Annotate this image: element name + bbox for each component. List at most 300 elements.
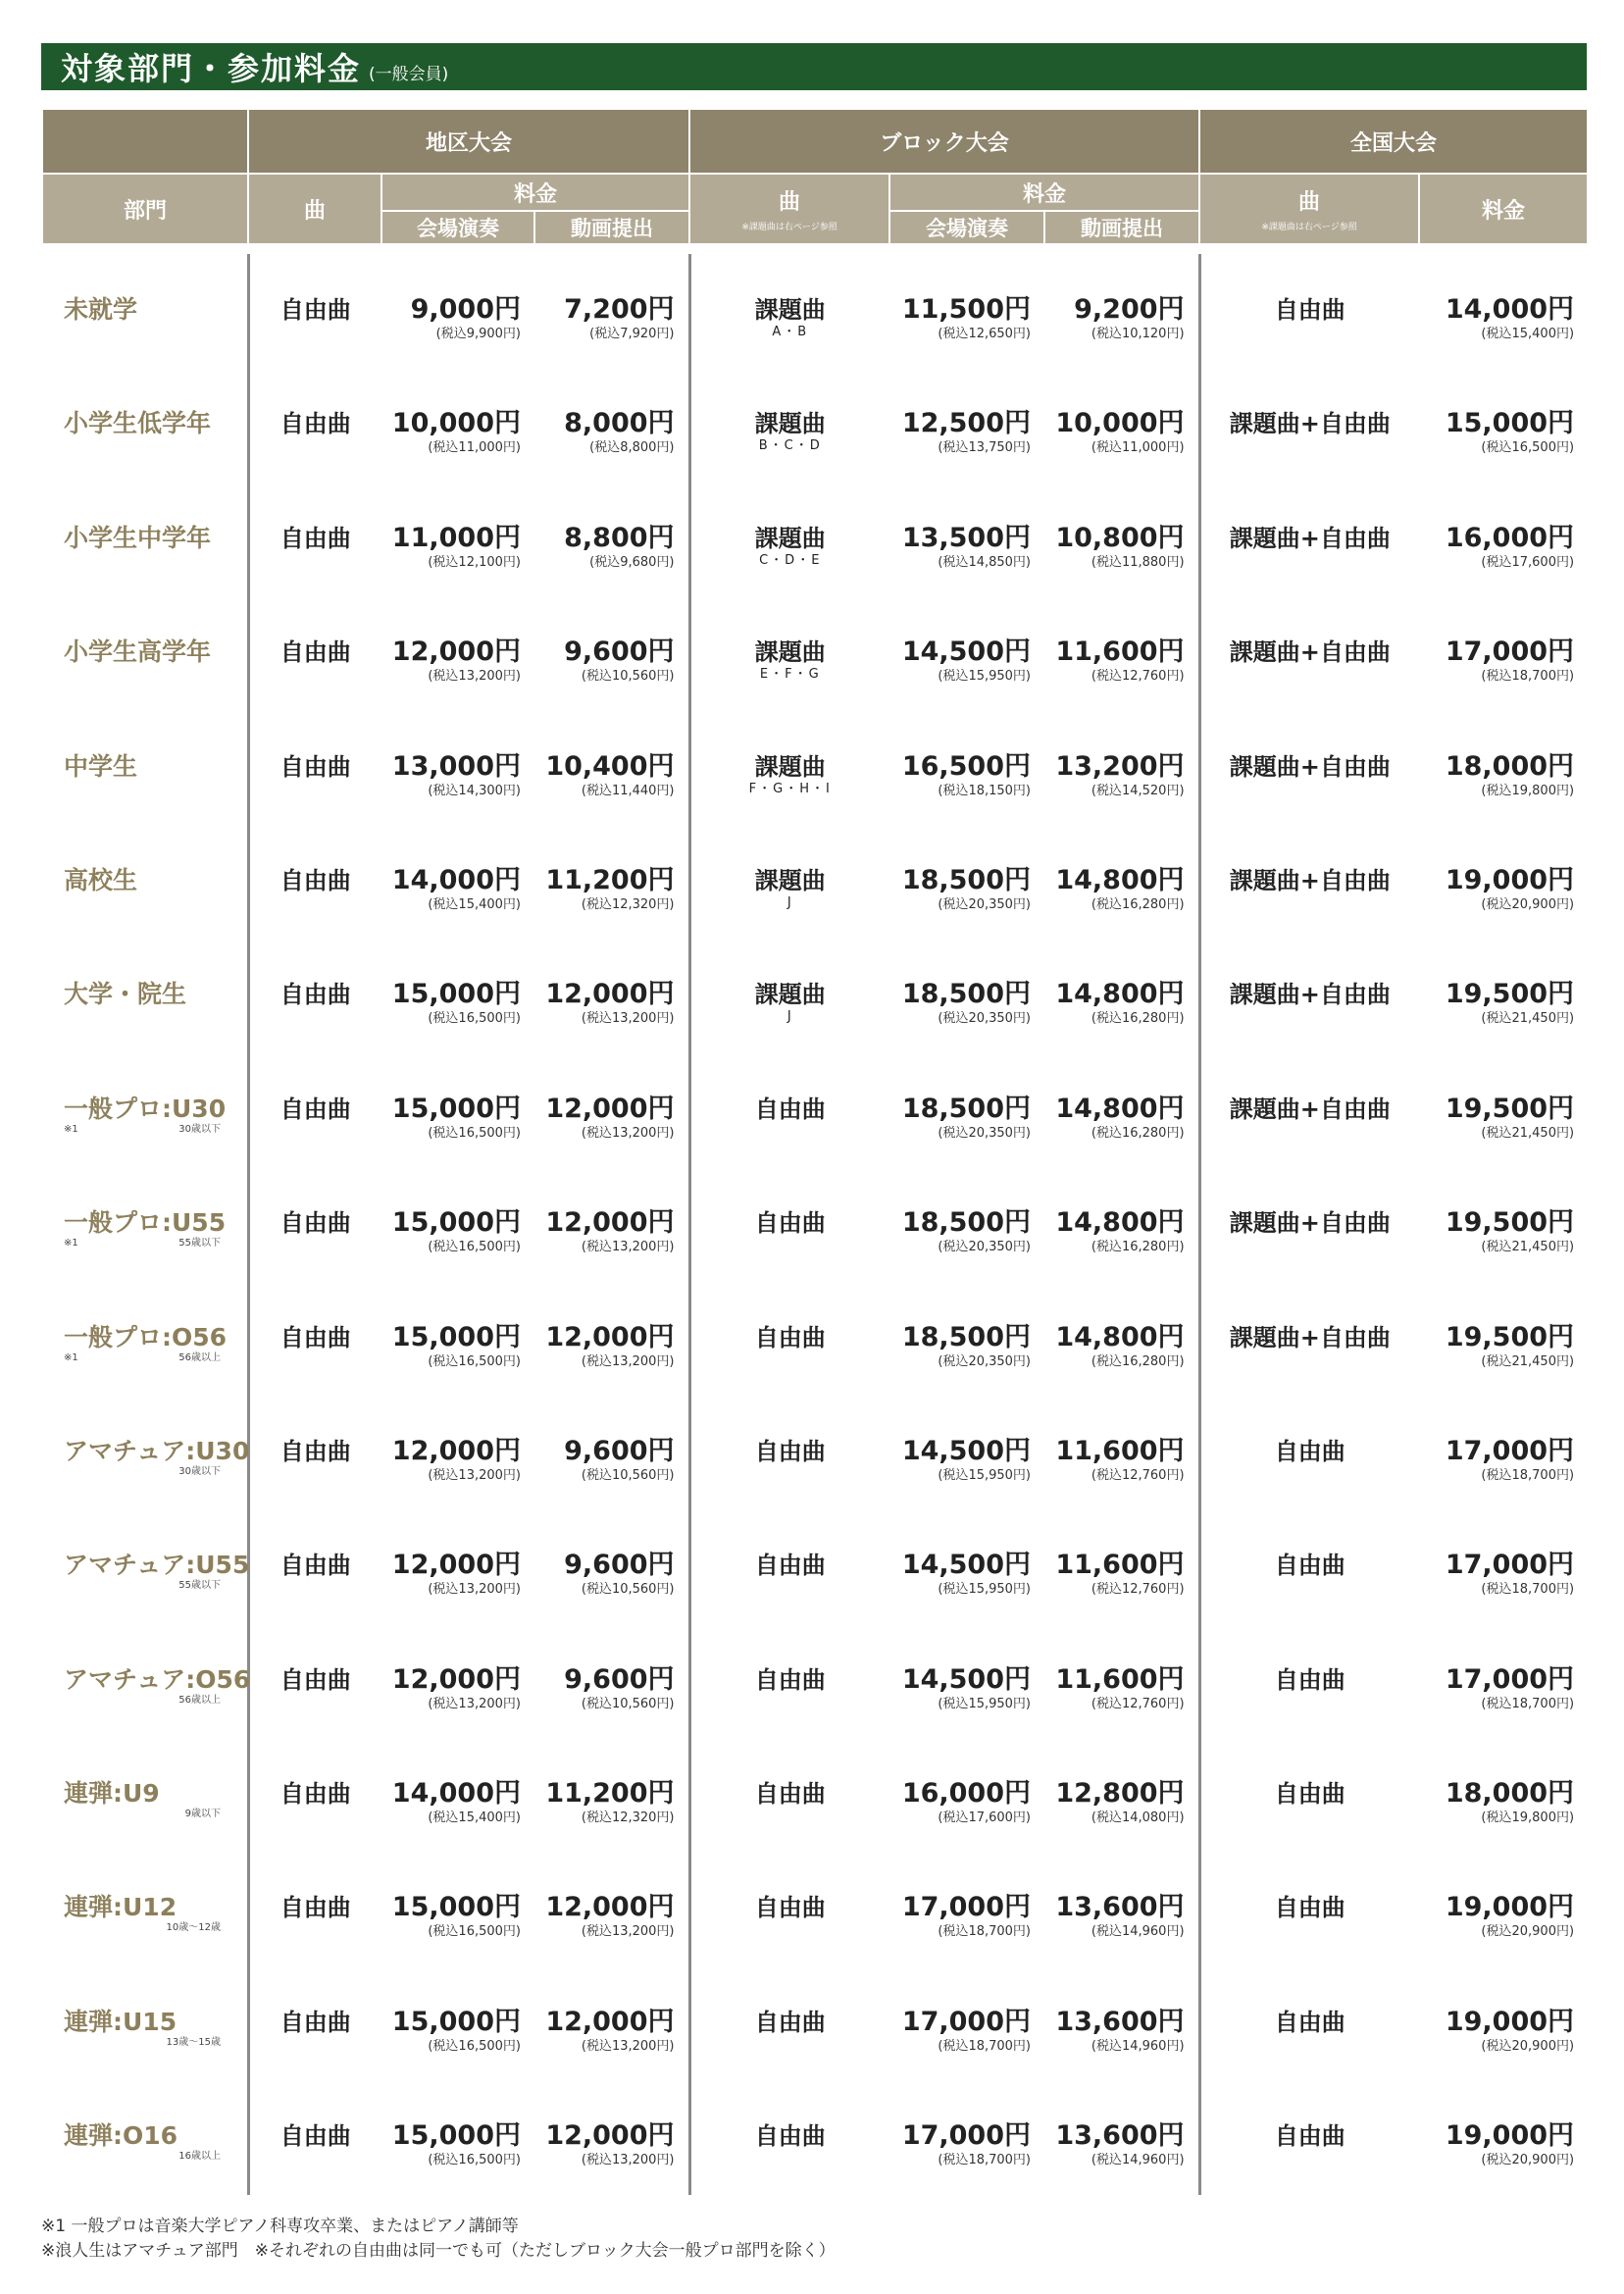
division-wrap (64, 295, 230, 325)
block-video-fee: 13,200円 (1055, 750, 1185, 782)
division-name: 大学・院生 (64, 980, 187, 1009)
block-video-fee-tax: (税込12,760円) (1091, 1467, 1185, 1483)
district-venue-fee: 12,000円 (391, 1663, 521, 1695)
block-venue-fee: 14,500円 (901, 1435, 1032, 1466)
national-song: 課題曲+自由曲 (1199, 1282, 1419, 1396)
block-venue-fee: 18,500円 (901, 1207, 1032, 1239)
header-district-venue: 会場演奏 (381, 211, 534, 244)
district-venue-fee: 11,000円 (391, 522, 521, 553)
national-fee: 19,000円 (1445, 2006, 1575, 2037)
district-venue-fee-cell (381, 711, 534, 825)
national-song: 課題曲+自由曲 (1199, 939, 1419, 1052)
district-video-fee: 12,000円 (545, 979, 675, 1010)
block-video-fee-cell (1044, 711, 1199, 825)
division-note: ※1 (64, 1351, 78, 1363)
block-video-fee: 14,800円 (1055, 864, 1185, 895)
district-song: 自由曲 (279, 410, 351, 438)
block-song: 課題曲 (754, 524, 826, 552)
district-venue-fee-tax: (税込16,500円) (428, 1125, 521, 1141)
national-fee-tax: (税込19,800円) (1481, 1810, 1575, 1826)
district-song: 自由曲 (279, 1437, 351, 1465)
division-age: 30歳以下 (178, 1465, 221, 1477)
district-video-fee-cell (534, 483, 689, 596)
national-song: 課題曲+自由曲 (1199, 483, 1419, 596)
district-video-fee-cell (534, 1509, 689, 1623)
block-venue-fee: 14,500円 (901, 1663, 1032, 1695)
block-song-cell (689, 711, 889, 825)
block-song-sub: A・B (772, 325, 809, 339)
national-fee: 17,000円 (1445, 1663, 1575, 1695)
division-cell (42, 825, 248, 939)
block-song-cell (689, 939, 889, 1052)
block-song: 自由曲 (754, 1323, 826, 1351)
national-fee-cell (1419, 483, 1588, 596)
block-video-fee-cell (1044, 1167, 1199, 1281)
division-wrap (64, 1323, 230, 1364)
national-fee-tax: (税込18,700円) (1481, 669, 1575, 685)
national-song: 課題曲+自由曲 (1199, 1167, 1419, 1281)
division-cell (42, 2080, 248, 2194)
block-song-cell (689, 825, 889, 939)
division-cell (42, 596, 248, 710)
national-fee-cell (1419, 368, 1588, 482)
district-venue-fee-tax: (税込13,200円) (428, 669, 521, 685)
block-video-fee: 14,800円 (1055, 1321, 1185, 1352)
district-video-fee-tax: (税込7,920円) (589, 327, 675, 341)
block-venue-fee-tax: (税込15,950円) (938, 669, 1032, 685)
section-title-bar (41, 43, 1587, 90)
block-video-fee-tax: (税込11,880円) (1091, 554, 1185, 570)
division-cell (42, 1966, 248, 2080)
block-venue-fee-tax: (税込18,700円) (938, 2038, 1032, 2054)
block-venue-fee-tax: (税込18,700円) (938, 2153, 1032, 2168)
division-note: ※1 (64, 1123, 78, 1135)
division-age: 55歳以下 (178, 1580, 221, 1592)
block-venue-fee-cell (889, 1966, 1044, 2080)
district-venue-fee-cell (381, 1624, 534, 1738)
district-video-fee-cell (534, 2080, 689, 2194)
table-row (42, 1282, 1588, 1396)
district-venue-fee: 15,000円 (391, 979, 521, 1010)
section-title: 対象部門・参加料金 (61, 50, 362, 87)
district-video-fee: 8,800円 (564, 522, 675, 553)
national-song: 自由曲 (1199, 1624, 1419, 1738)
block-video-fee-tax: (税込10,120円) (1091, 327, 1185, 341)
block-venue-fee: 18,500円 (901, 1321, 1032, 1352)
division-wrap (64, 637, 230, 667)
district-video-fee-cell (534, 1852, 689, 1965)
block-venue-fee-cell (889, 2080, 1044, 2194)
national-fee-tax: (税込20,900円) (1481, 2038, 1575, 2054)
district-video-fee: 9,600円 (564, 1663, 675, 1695)
division-name: 未就学 (64, 295, 138, 324)
district-venue-fee-tax: (税込12,100円) (428, 554, 521, 570)
district-venue-fee-tax: (税込15,400円) (428, 896, 521, 912)
header-bumon: 部門 (42, 174, 248, 244)
block-video-fee-cell (1044, 1852, 1199, 1965)
division-age: 13歳〜15歳 (166, 2036, 221, 2048)
block-video-fee-cell (1044, 2080, 1199, 2194)
district-venue-fee-cell (381, 1966, 534, 2080)
block-venue-fee-tax: (税込15,950円) (938, 1467, 1032, 1483)
block-video-fee: 12,800円 (1055, 1778, 1185, 1810)
district-venue-fee-cell (381, 939, 534, 1052)
division-name: 中学生 (64, 751, 138, 781)
block-video-fee: 11,600円 (1055, 1663, 1185, 1695)
block-venue-fee-cell (889, 1167, 1044, 1281)
block-song: 自由曲 (754, 1894, 826, 1922)
division-name: 小学生中学年 (64, 523, 212, 552)
block-video-fee: 11,600円 (1055, 1550, 1185, 1581)
division-age: 9歳以下 (184, 1809, 221, 1820)
block-video-fee-tax: (税込14,080円) (1091, 1810, 1185, 1826)
national-fee: 17,000円 (1445, 1550, 1575, 1581)
national-song: 自由曲 (1199, 1852, 1419, 1965)
block-song-cell (689, 1624, 889, 1738)
division-wrap (64, 1436, 250, 1478)
division-wrap (64, 2121, 230, 2163)
district-venue-fee: 12,000円 (391, 637, 521, 668)
table-row (42, 483, 1588, 596)
national-fee-cell (1419, 1624, 1588, 1738)
block-venue-fee-cell (889, 1624, 1044, 1738)
block-video-fee-cell (1044, 1396, 1199, 1509)
block-venue-fee-tax: (税込13,750円) (938, 440, 1032, 456)
district-venue-fee-cell (381, 483, 534, 596)
national-song: 自由曲 (1199, 2080, 1419, 2194)
district-song: 自由曲 (279, 524, 351, 552)
block-venue-fee: 13,500円 (901, 522, 1032, 553)
national-song: 自由曲 (1199, 1396, 1419, 1509)
block-venue-fee: 14,500円 (901, 637, 1032, 668)
district-video-fee: 7,200円 (564, 294, 675, 325)
division-age: 16歳以上 (178, 2151, 221, 2163)
division-name: 一般プロ:U55 (64, 1208, 227, 1238)
district-venue-fee-cell (381, 1509, 534, 1623)
national-fee-cell (1419, 1509, 1588, 1623)
national-fee-cell (1419, 1396, 1588, 1509)
national-song: 自由曲 (1199, 1738, 1419, 1852)
table-row (42, 1167, 1588, 1281)
block-venue-fee: 12,500円 (901, 408, 1032, 439)
block-video-fee-tax: (税込14,960円) (1091, 2038, 1185, 2054)
national-song: 課題曲+自由曲 (1199, 1053, 1419, 1167)
national-fee-cell (1419, 711, 1588, 825)
block-video-fee-cell (1044, 825, 1199, 939)
header-block-song-note: ※課題曲は右ページ参照 (741, 223, 837, 232)
block-venue-fee-cell (889, 1053, 1044, 1167)
district-video-fee: 12,000円 (545, 1093, 675, 1124)
district-video-fee-tax: (税込13,200円) (581, 2153, 675, 2168)
header-block-video: 動画提出 (1044, 211, 1199, 244)
block-song-sub: F・G・H・I (748, 781, 832, 796)
national-fee-tax: (税込18,700円) (1481, 1582, 1575, 1598)
block-video-fee-tax: (税込11,000円) (1091, 440, 1185, 456)
block-venue-fee-tax: (税込20,350円) (938, 1353, 1032, 1369)
district-video-fee-tax: (税込9,680円) (589, 554, 675, 570)
district-song: 自由曲 (279, 981, 351, 1009)
table-row (42, 2080, 1588, 2194)
district-venue-fee: 15,000円 (391, 1093, 521, 1124)
division-age: 56歳以上 (178, 1694, 221, 1706)
district-video-fee-cell (534, 368, 689, 482)
block-venue-fee-cell (889, 1738, 1044, 1852)
block-song: 課題曲 (754, 866, 826, 894)
division-cell (42, 483, 248, 596)
table-row (42, 825, 1588, 939)
table-row (42, 254, 1588, 368)
division-wrap (64, 1664, 251, 1707)
block-venue-fee-cell (889, 1509, 1044, 1623)
district-video-fee-cell (534, 254, 689, 368)
district-video-fee: 12,000円 (545, 2006, 675, 2037)
block-video-fee-tax: (税込12,760円) (1091, 669, 1185, 685)
block-venue-fee: 18,500円 (901, 1093, 1032, 1124)
district-video-fee-cell (534, 1396, 689, 1509)
block-video-fee: 10,800円 (1055, 522, 1185, 553)
table-row (42, 1624, 1588, 1738)
division-note: ※1 (64, 1238, 78, 1249)
national-fee-cell (1419, 254, 1588, 368)
block-song-cell (689, 1167, 889, 1281)
district-video-fee-cell (534, 1966, 689, 2080)
district-video-fee-tax: (税込13,200円) (581, 1011, 675, 1027)
national-song: 課題曲+自由曲 (1199, 825, 1419, 939)
district-venue-fee-cell (381, 825, 534, 939)
table-row (42, 596, 1588, 710)
table-row (42, 1852, 1588, 1965)
district-venue-fee: 9,000円 (410, 294, 521, 325)
district-video-fee: 9,600円 (564, 1550, 675, 1581)
header-block: ブロック大会 (689, 109, 1199, 174)
national-fee-tax: (税込21,450円) (1481, 1353, 1575, 1369)
national-fee: 19,000円 (1445, 864, 1575, 895)
block-song-sub: J (787, 1009, 793, 1025)
block-song-sub: E・F・G (759, 667, 821, 683)
national-fee: 17,000円 (1445, 1435, 1575, 1466)
district-video-fee-tax: (税込13,200円) (581, 1353, 675, 1369)
national-fee-cell (1419, 939, 1588, 1052)
fee-table (41, 108, 1589, 2195)
district-venue-fee: 15,000円 (391, 2120, 521, 2152)
block-video-fee-cell (1044, 483, 1199, 596)
division-wrap (64, 409, 230, 438)
national-song: 課題曲+自由曲 (1199, 368, 1419, 482)
national-song: 課題曲+自由曲 (1199, 711, 1419, 825)
block-video-fee-cell (1044, 1966, 1199, 2080)
national-fee: 19,500円 (1445, 1207, 1575, 1239)
district-video-fee: 9,600円 (564, 637, 675, 668)
division-name: アマチュア:U55 (64, 1551, 250, 1580)
district-venue-fee-cell (381, 1396, 534, 1509)
block-venue-fee-tax: (税込20,350円) (938, 1125, 1032, 1141)
district-song: 自由曲 (279, 752, 351, 781)
national-song: 自由曲 (1199, 1966, 1419, 2080)
block-video-fee-cell (1044, 1624, 1199, 1738)
division-cell (42, 1396, 248, 1509)
national-fee-tax: (税込20,900円) (1481, 896, 1575, 912)
table-row (42, 368, 1588, 482)
block-video-fee-cell (1044, 1053, 1199, 1167)
block-video-fee: 11,600円 (1055, 1435, 1185, 1466)
division-cell (42, 1053, 248, 1167)
district-venue-fee-tax: (税込16,500円) (428, 2153, 521, 2168)
district-video-fee-tax: (税込13,200円) (581, 2038, 675, 2054)
block-video-fee: 13,600円 (1055, 2006, 1185, 2037)
district-song: 自由曲 (279, 1095, 351, 1123)
block-venue-fee-cell (889, 368, 1044, 482)
block-venue-fee: 16,000円 (901, 1778, 1032, 1810)
district-song: 自由曲 (279, 1209, 351, 1238)
header-block-song (689, 174, 889, 244)
block-venue-fee: 11,500円 (901, 294, 1032, 325)
national-fee-cell (1419, 1738, 1588, 1852)
block-venue-fee-tax: (税込20,350円) (938, 896, 1032, 912)
national-fee-tax: (税込20,900円) (1481, 2153, 1575, 2168)
block-venue-fee: 18,500円 (901, 864, 1032, 895)
national-fee-tax: (税込21,450円) (1481, 1011, 1575, 1027)
table-row (42, 1738, 1588, 1852)
block-venue-fee-tax: (税込18,700円) (938, 1924, 1032, 1940)
block-video-fee-cell (1044, 1509, 1199, 1623)
block-venue-fee-tax: (税込14,850円) (938, 554, 1032, 570)
district-venue-fee: 12,000円 (391, 1550, 521, 1581)
block-venue-fee: 17,000円 (901, 2006, 1032, 2037)
division-cell (42, 254, 248, 368)
district-venue-fee-cell (381, 254, 534, 368)
division-cell (42, 1738, 248, 1852)
national-fee-tax: (税込17,600円) (1481, 554, 1575, 570)
block-song: 課題曲 (754, 296, 826, 324)
block-song: 自由曲 (754, 1552, 826, 1580)
block-video-fee: 11,600円 (1055, 637, 1185, 668)
block-song: 自由曲 (754, 1780, 826, 1809)
district-video-fee: 12,000円 (545, 1207, 675, 1239)
district-venue-fee-cell (381, 1167, 534, 1281)
national-fee: 15,000円 (1445, 408, 1575, 439)
table-row (42, 1396, 1588, 1509)
block-song: 自由曲 (754, 1665, 826, 1694)
national-fee: 19,500円 (1445, 1321, 1575, 1352)
table-row (42, 1053, 1588, 1167)
division-cell (42, 368, 248, 482)
district-video-fee: 10,400円 (545, 750, 675, 782)
block-venue-fee-tax: (税込12,650円) (938, 327, 1032, 341)
block-venue-fee-cell (889, 254, 1044, 368)
national-fee: 19,500円 (1445, 979, 1575, 1010)
district-song: 自由曲 (279, 1780, 351, 1809)
block-venue-fee: 17,000円 (901, 2120, 1032, 2152)
footnote-2: ※浪人生はアマチュア部門 ※それぞれの自由曲は同一でも可（ただしブロック大会一般プロ部門を除く） (41, 2241, 836, 2261)
header-block-song-label: 曲 (779, 190, 801, 215)
division-wrap (64, 980, 230, 1009)
block-song-cell (689, 1966, 889, 2080)
district-video-fee: 12,000円 (545, 1321, 675, 1352)
national-fee-cell (1419, 1966, 1588, 2080)
block-venue-fee-cell (889, 825, 1044, 939)
division-name: 高校生 (64, 865, 138, 894)
division-cell (42, 1624, 251, 1738)
division-age: 55歳以下 (178, 1238, 221, 1249)
block-video-fee-cell (1044, 596, 1199, 710)
district-video-fee-tax: (税込10,560円) (581, 1582, 675, 1598)
district-song: 自由曲 (279, 1552, 351, 1580)
division-name: 小学生低学年 (64, 409, 212, 438)
block-song: 自由曲 (754, 1209, 826, 1238)
district-video-fee-cell (534, 1282, 689, 1396)
national-fee-cell (1419, 1053, 1588, 1167)
block-song-sub: B・C・D (758, 438, 822, 454)
block-venue-fee-cell (889, 1282, 1044, 1396)
district-venue-fee: 15,000円 (391, 1207, 521, 1239)
block-venue-fee: 18,500円 (901, 979, 1032, 1010)
district-venue-fee-tax: (税込13,200円) (428, 1467, 521, 1483)
block-video-fee-cell (1044, 368, 1199, 482)
district-video-fee: 11,200円 (545, 1778, 675, 1810)
district-venue-fee-tax: (税込9,900円) (435, 327, 521, 341)
district-venue-fee: 14,000円 (391, 864, 521, 895)
block-video-fee-tax: (税込16,280円) (1091, 1125, 1185, 1141)
division-name: 連弾:U15 (64, 2007, 178, 2036)
division-cell (42, 711, 248, 825)
division-name: アマチュア:U30 (64, 1436, 250, 1465)
block-video-fee: 10,000円 (1055, 408, 1185, 439)
block-video-fee-tax: (税込16,280円) (1091, 896, 1185, 912)
district-song: 自由曲 (279, 1323, 351, 1351)
block-song-cell (689, 1053, 889, 1167)
district-venue-fee-tax: (税込16,500円) (428, 1924, 521, 1940)
district-song: 自由曲 (279, 1665, 351, 1694)
district-song: 自由曲 (279, 1894, 351, 1922)
block-venue-fee-cell (889, 483, 1044, 596)
block-venue-fee: 14,500円 (901, 1550, 1032, 1581)
national-fee: 16,000円 (1445, 522, 1575, 553)
national-fee: 14,000円 (1445, 294, 1575, 325)
block-venue-fee-tax: (税込17,600円) (938, 1810, 1032, 1826)
national-fee-cell (1419, 1167, 1588, 1281)
division-wrap (64, 524, 230, 553)
block-venue-fee-cell (889, 939, 1044, 1052)
district-video-fee-tax: (税込13,200円) (581, 1240, 675, 1255)
block-song: 課題曲 (754, 981, 826, 1009)
division-wrap (64, 1893, 230, 1934)
district-video-fee: 11,200円 (545, 864, 675, 895)
block-video-fee-cell (1044, 1738, 1199, 1852)
district-venue-fee-cell (381, 1053, 534, 1167)
block-song: 自由曲 (754, 2122, 826, 2151)
block-video-fee-tax: (税込14,960円) (1091, 2153, 1185, 2168)
national-fee-tax: (税込19,800円) (1481, 783, 1575, 798)
block-song: 自由曲 (754, 1095, 826, 1123)
division-wrap (64, 752, 230, 782)
division-name: 連弾:U12 (64, 1893, 178, 1922)
section-subtitle: (一般会員) (369, 64, 449, 84)
header-national-song-label: 曲 (1298, 190, 1321, 215)
block-video-fee-cell (1044, 1282, 1199, 1396)
block-song: 自由曲 (754, 1437, 826, 1465)
block-song: 課題曲 (754, 638, 826, 667)
division-cell (42, 1852, 248, 1965)
national-fee: 19,500円 (1445, 1093, 1575, 1124)
district-venue-fee: 12,000円 (391, 1435, 521, 1466)
national-fee-tax: (税込21,450円) (1481, 1240, 1575, 1255)
table-row (42, 1509, 1588, 1623)
block-song-cell (689, 1509, 889, 1623)
district-song: 自由曲 (279, 2122, 351, 2151)
district-video-fee-tax: (税込13,200円) (581, 1125, 675, 1141)
header-district: 地区大会 (248, 109, 689, 174)
district-video-fee: 8,000円 (564, 408, 675, 439)
